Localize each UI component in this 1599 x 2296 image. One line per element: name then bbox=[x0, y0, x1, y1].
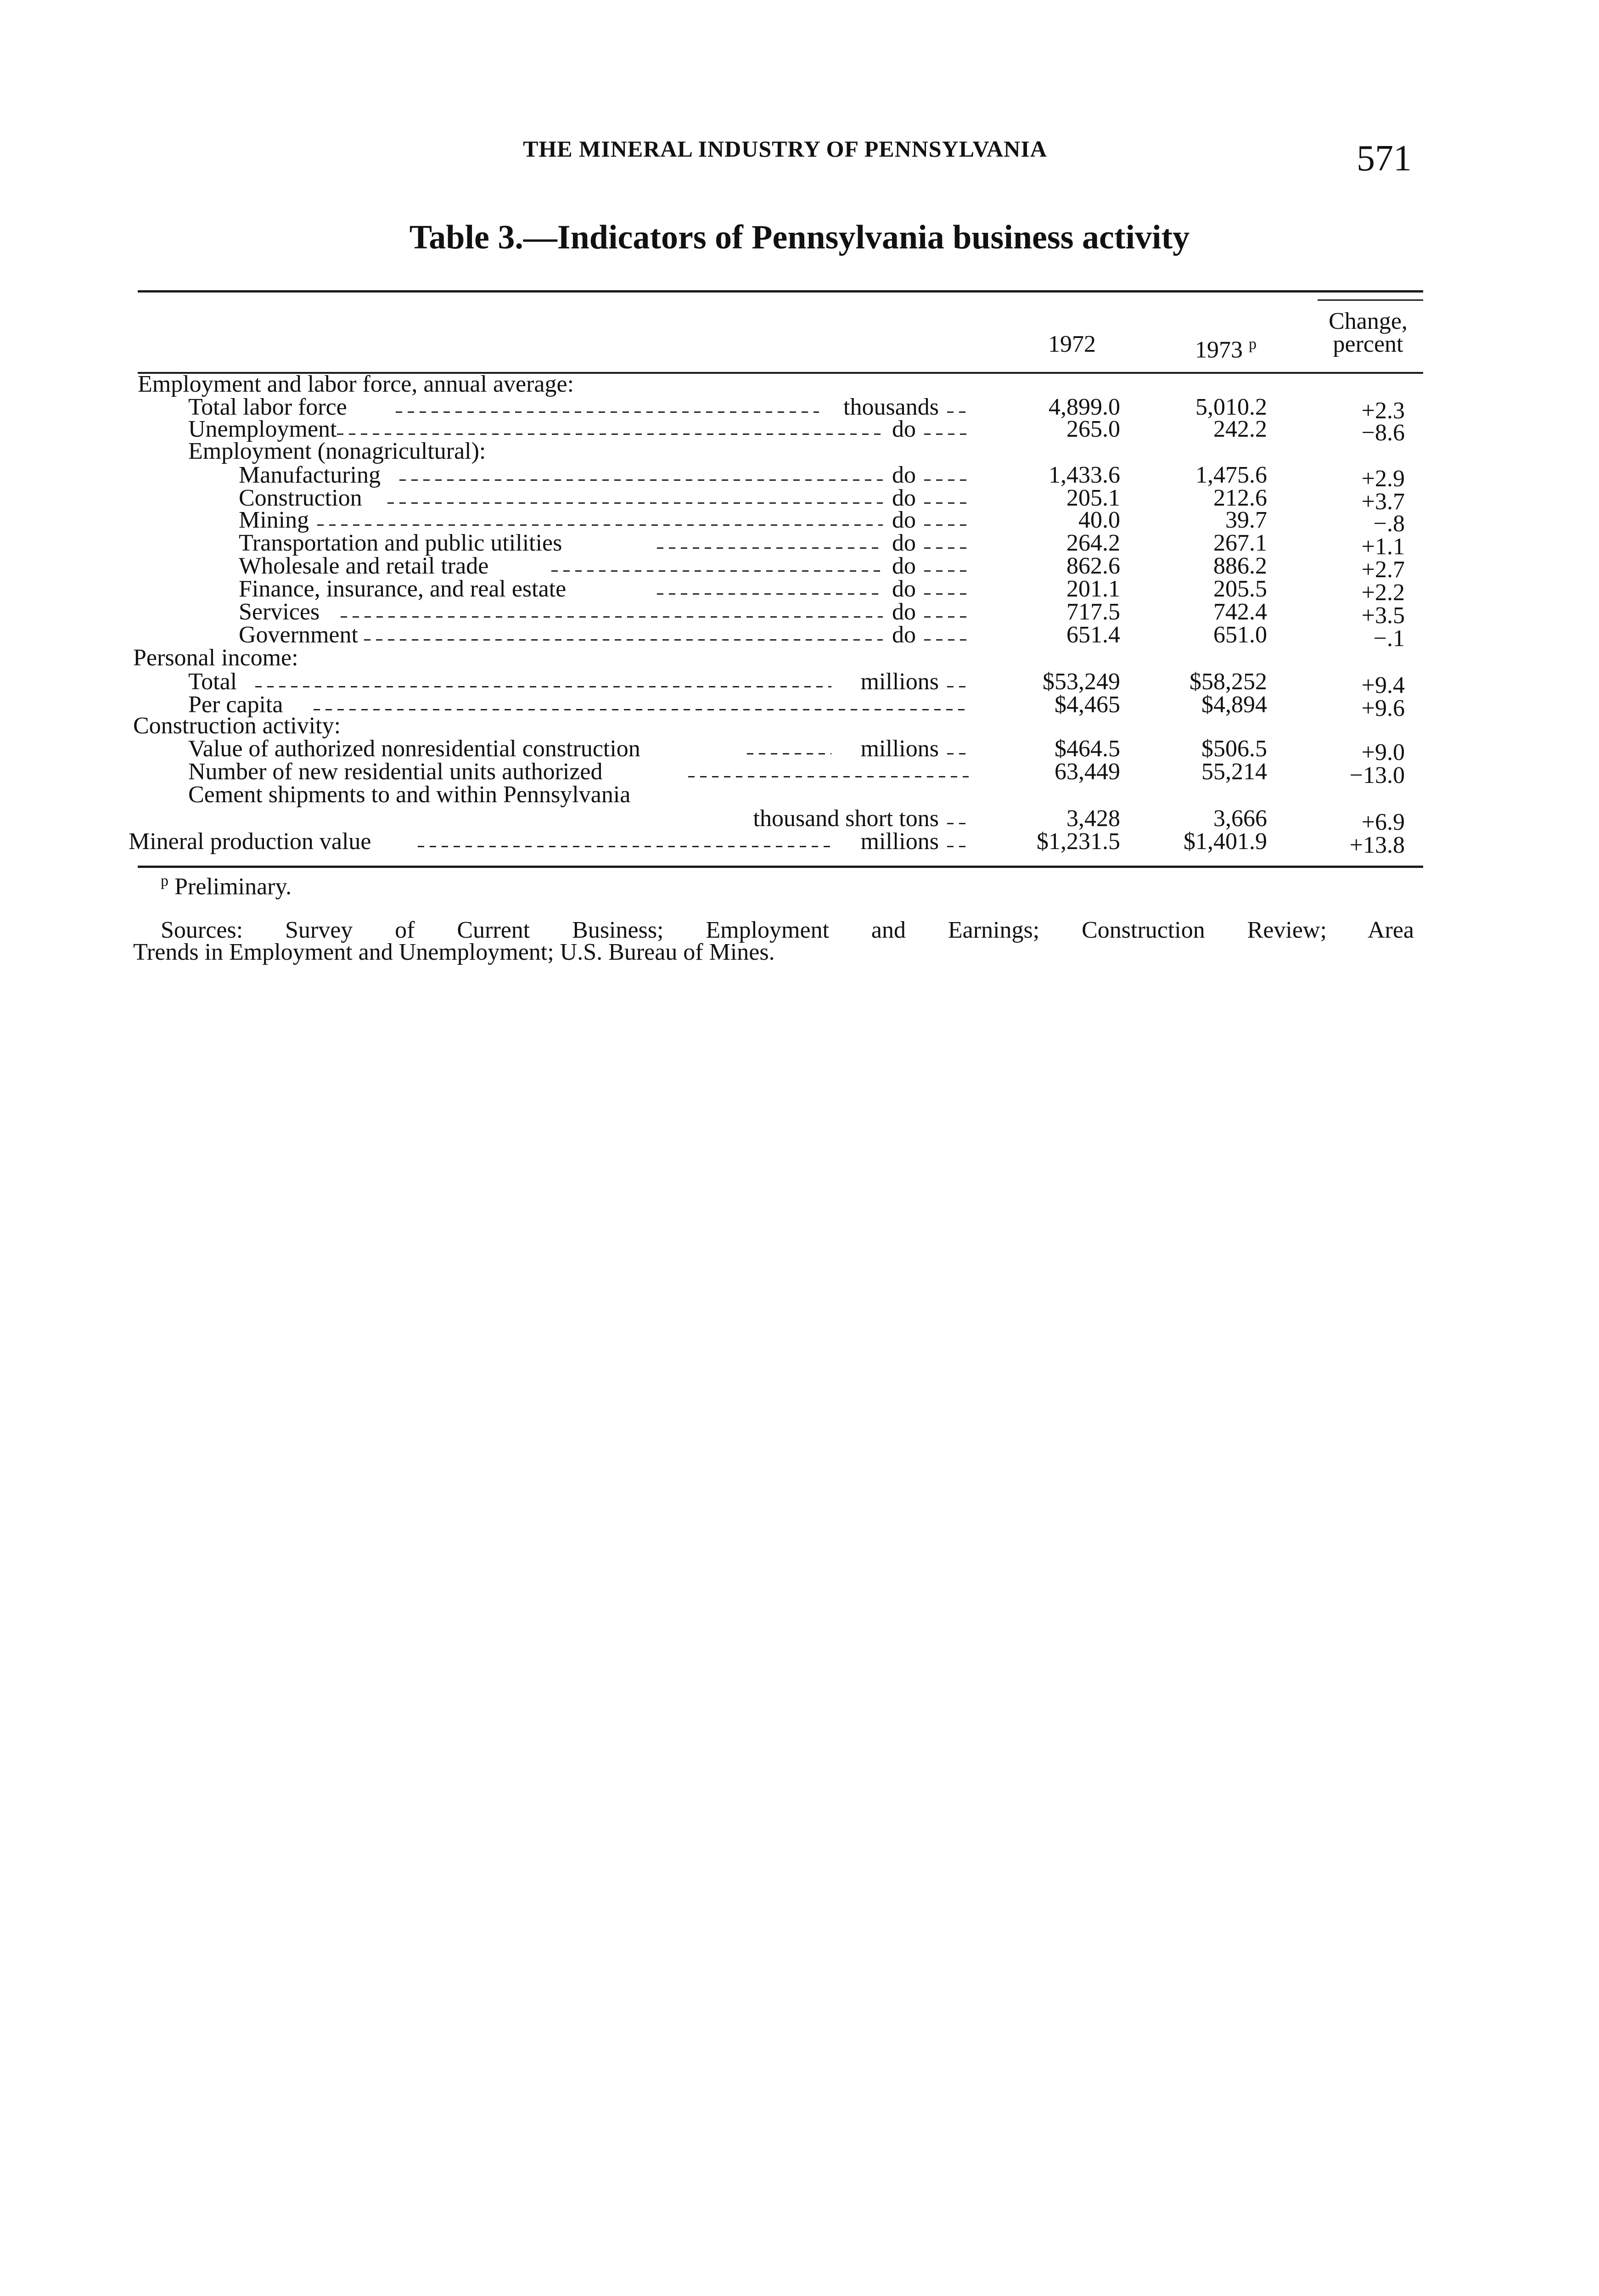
value-1973: $1,401.9 bbox=[1184, 828, 1267, 855]
row-unit: do bbox=[892, 416, 916, 442]
row-label: Construction activity: bbox=[133, 713, 341, 739]
leader-dots bbox=[551, 570, 883, 572]
leader-dots bbox=[924, 479, 969, 481]
leader-dots bbox=[657, 547, 883, 549]
leader-dots bbox=[396, 411, 819, 413]
table-title: Table 3.—Indicators of Pennsylvania business activity bbox=[409, 219, 1190, 256]
table-row bbox=[0, 576, 1599, 606]
value-1973: $506.5 bbox=[1201, 736, 1267, 762]
leader-dots bbox=[317, 524, 883, 526]
value-1973: 651.0 bbox=[1213, 622, 1267, 648]
value-1973: 5,010.2 bbox=[1195, 394, 1267, 420]
row-unit: millions bbox=[860, 736, 939, 762]
value-1972: $53,249 bbox=[1043, 669, 1120, 695]
leader-dots bbox=[924, 547, 969, 549]
leader-dots bbox=[947, 846, 969, 847]
leader-dots bbox=[341, 616, 883, 618]
table-row bbox=[0, 828, 1599, 858]
column-header-1973-label: 1973 bbox=[1195, 337, 1243, 363]
row-unit: do bbox=[892, 507, 916, 533]
value-1973: $4,894 bbox=[1201, 692, 1267, 718]
change-value: +3.5 bbox=[1361, 602, 1405, 629]
value-1973: 242.2 bbox=[1213, 416, 1267, 442]
footnote bbox=[161, 870, 292, 898]
value-1972: 4,899.0 bbox=[1049, 394, 1120, 420]
leader-dots bbox=[364, 639, 883, 641]
leader-dots bbox=[314, 709, 969, 710]
value-1973: 267.1 bbox=[1213, 530, 1267, 556]
change-value: +2.7 bbox=[1361, 557, 1405, 583]
leader-dots bbox=[947, 753, 969, 754]
value-1973: 39.7 bbox=[1225, 507, 1267, 533]
change-value: +9.4 bbox=[1361, 672, 1405, 698]
row-label: Mining bbox=[239, 507, 309, 533]
row-label: Total labor force bbox=[188, 394, 347, 420]
table-bottom-rule bbox=[138, 866, 1423, 868]
change-value: −13.0 bbox=[1349, 762, 1405, 788]
running-head: THE MINERAL INDUSTRY OF PENNSYLVANIA bbox=[523, 136, 1047, 162]
leader-dots bbox=[924, 524, 969, 526]
row-unit: thousand short tons bbox=[753, 805, 939, 832]
row-label: Number of new residential units authorized bbox=[188, 759, 603, 785]
table-row bbox=[0, 805, 1599, 835]
leader-dots bbox=[657, 593, 883, 595]
value-1972: $1,231.5 bbox=[1037, 828, 1120, 855]
value-1973: 55,214 bbox=[1201, 759, 1267, 785]
leader-dots bbox=[947, 823, 969, 824]
value-1972: 265.0 bbox=[1066, 416, 1120, 442]
value-1972: 862.6 bbox=[1066, 553, 1120, 579]
row-label: Employment and labor force, annual average: bbox=[138, 371, 574, 397]
leader-dots bbox=[387, 502, 883, 504]
table-row bbox=[0, 736, 1599, 765]
table-row bbox=[0, 462, 1599, 492]
change-value: +2.9 bbox=[1361, 466, 1405, 492]
value-1972: $4,465 bbox=[1055, 692, 1120, 718]
change-value: +2.2 bbox=[1361, 580, 1405, 606]
column-header-change bbox=[1313, 310, 1423, 356]
change-value: −.1 bbox=[1373, 625, 1405, 652]
row-unit: do bbox=[892, 576, 916, 602]
table-top-rule bbox=[138, 290, 1423, 293]
leader-dots bbox=[947, 411, 969, 413]
value-1972: 264.2 bbox=[1066, 530, 1120, 556]
table-row bbox=[0, 373, 1599, 396]
row-label: Mineral production value bbox=[129, 828, 371, 855]
row-label: Cement shipments to and within Pennsylvania bbox=[188, 782, 631, 808]
value-1973: 205.5 bbox=[1213, 576, 1267, 602]
value-1972: $464.5 bbox=[1055, 736, 1120, 762]
leader-dots bbox=[924, 639, 969, 641]
value-1972: 651.4 bbox=[1066, 622, 1120, 648]
row-label: Employment (nonagricultural): bbox=[188, 438, 486, 464]
leader-dots bbox=[747, 753, 832, 754]
row-unit: do bbox=[892, 462, 916, 488]
leader-dots bbox=[924, 570, 969, 572]
column-header-1972: 1972 bbox=[1048, 331, 1096, 357]
row-unit: do bbox=[892, 599, 916, 625]
table-row bbox=[0, 669, 1599, 698]
row-label: Value of authorized nonresidential construction bbox=[188, 736, 640, 762]
row-unit: do bbox=[892, 485, 916, 511]
row-label: Manufacturing bbox=[239, 462, 381, 488]
row-label: Per capita bbox=[188, 692, 283, 718]
table-row bbox=[0, 440, 1599, 463]
sources-line-1: Sources: Survey of Current Business; Employment and Earnings; Construction Review; Area bbox=[161, 917, 1414, 943]
table-row bbox=[0, 416, 1599, 446]
row-label: Government bbox=[239, 622, 358, 648]
table-row bbox=[0, 507, 1599, 537]
change-value: +2.3 bbox=[1361, 398, 1405, 424]
change-value: −.8 bbox=[1373, 511, 1405, 537]
table-header-rule bbox=[1318, 299, 1423, 301]
table-row bbox=[0, 553, 1599, 583]
footnote-mark: p bbox=[161, 872, 168, 889]
table-row bbox=[0, 530, 1599, 560]
value-1973: 1,475.6 bbox=[1195, 462, 1267, 488]
value-1973: $58,252 bbox=[1189, 669, 1267, 695]
leader-dots bbox=[418, 846, 831, 847]
row-label: Unemployment bbox=[188, 416, 337, 442]
table-row bbox=[0, 394, 1599, 424]
value-1973: 742.4 bbox=[1213, 599, 1267, 625]
value-1972: 205.1 bbox=[1066, 485, 1120, 511]
value-1973: 3,666 bbox=[1213, 805, 1267, 832]
change-value: +9.0 bbox=[1361, 739, 1405, 765]
value-1972: 717.5 bbox=[1066, 599, 1120, 625]
table-row bbox=[0, 599, 1599, 629]
column-header-1973 bbox=[1178, 333, 1274, 361]
row-unit: millions bbox=[860, 669, 939, 695]
value-1972: 63,449 bbox=[1055, 759, 1120, 785]
change-value: −8.6 bbox=[1361, 420, 1405, 446]
change-value: +1.1 bbox=[1361, 534, 1405, 560]
leader-dots bbox=[688, 776, 969, 777]
value-1972: 1,433.6 bbox=[1049, 462, 1120, 488]
leader-dots bbox=[924, 593, 969, 595]
table-row bbox=[0, 622, 1599, 652]
table-row bbox=[0, 759, 1599, 788]
change-value: +6.9 bbox=[1361, 809, 1405, 835]
table-row bbox=[0, 715, 1599, 737]
table-row bbox=[0, 647, 1599, 670]
footnote-text: Preliminary. bbox=[174, 873, 292, 900]
row-unit: do bbox=[892, 553, 916, 579]
page-number: 571 bbox=[1357, 138, 1412, 179]
row-label: Services bbox=[239, 599, 320, 625]
leader-dots bbox=[337, 433, 883, 435]
row-unit: do bbox=[892, 622, 916, 648]
leader-dots bbox=[255, 686, 832, 687]
value-1972: 3,428 bbox=[1066, 805, 1120, 832]
value-1972: 201.1 bbox=[1066, 576, 1120, 602]
row-label: Total bbox=[188, 669, 237, 695]
value-1972: 40.0 bbox=[1078, 507, 1120, 533]
change-value: +9.6 bbox=[1361, 695, 1405, 721]
row-label: Wholesale and retail trade bbox=[239, 553, 489, 579]
row-unit: thousands bbox=[843, 394, 939, 420]
table-row bbox=[0, 783, 1599, 806]
leader-dots bbox=[399, 479, 883, 481]
leader-dots bbox=[924, 616, 969, 618]
row-label: Construction bbox=[239, 485, 362, 511]
leader-dots bbox=[924, 502, 969, 504]
column-header-change-line1: Change, bbox=[1329, 308, 1408, 334]
change-value: +13.8 bbox=[1349, 832, 1405, 858]
change-value: +3.7 bbox=[1361, 489, 1405, 515]
row-unit: do bbox=[892, 530, 916, 556]
sources-line-2: Trends in Employment and Unemployment; U.S. Bureau of Mines. bbox=[133, 939, 775, 965]
row-unit: millions bbox=[860, 828, 939, 855]
row-label: Transportation and public utilities bbox=[239, 530, 562, 556]
row-label: Finance, insurance, and real estate bbox=[239, 576, 567, 602]
table-row bbox=[0, 485, 1599, 515]
leader-dots bbox=[924, 433, 969, 435]
row-label: Personal income: bbox=[133, 645, 298, 671]
column-header-change-line2: percent bbox=[1333, 331, 1403, 357]
preliminary-mark: p bbox=[1249, 336, 1257, 353]
value-1973: 212.6 bbox=[1213, 485, 1267, 511]
value-1973: 886.2 bbox=[1213, 553, 1267, 579]
leader-dots bbox=[947, 686, 969, 687]
